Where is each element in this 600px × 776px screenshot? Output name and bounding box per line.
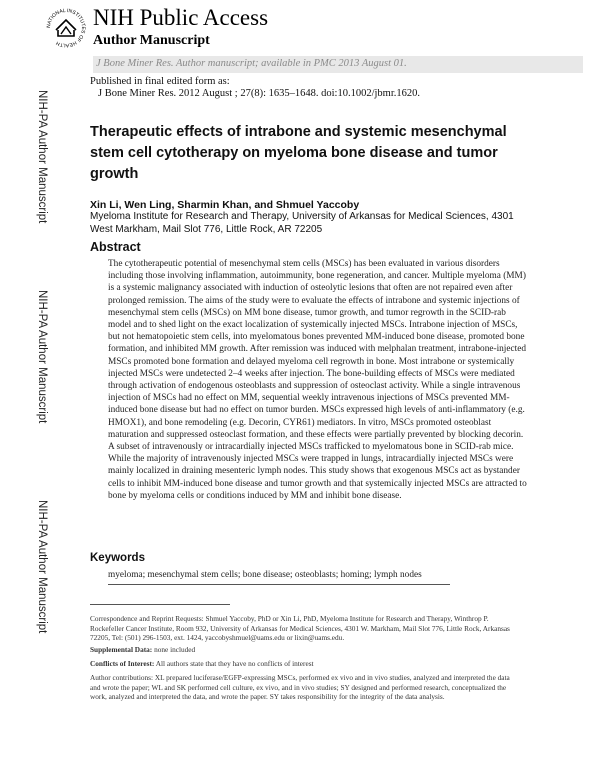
conflicts-value: All authors state that they have no conflicts of interest	[155, 659, 314, 668]
keywords-text: myeloma; mesenchymal stem cells; bone disease; osteoblasts; homing; lymph nodes	[108, 570, 422, 580]
contributions-note: Author contributions: XL prepared luciferase/EGFP-expressing MSCs, performed ex vivo and in vivo studies, analyzed and interpreted the data and wrote the paper; WL and SK performed cell culture, ex vivo, and in vivo studies; SY designed and performed research, conceptualized the work, analyzed and interpreted the data, and wrote the paper. SY takes responsibility for the integrity of the data analysis.	[90, 673, 510, 702]
supplemental-value: none included	[154, 645, 196, 654]
side-label: NIH-PA Author Manuscript	[36, 90, 48, 224]
header-subtitle: Author Manuscript	[93, 33, 210, 48]
article-title: Therapeutic effects of intrabone and systemic mesenchymal stem cell cytotherapy on myeloma bone disease and tumor growth	[90, 124, 507, 182]
conflicts-label: Conflicts of Interest:	[90, 659, 155, 668]
correspondence-note: Correspondence and Reprint Requests: Shmuel Yaccoby, PhD or Xin Li, PhD, Myeloma Institute for Research and Therapy, Winthrop P. Rockefeller Cancer Institute, Room 932, University of Arkansas for Medical Sciences, 4301 W. Markham, Mail Slot 776, Little Rock, Arkansas 72205, Tel: (501) 296-1503, ext. 1424, yaccobyshmuel@uams.edu or lixin@uams.edu.	[90, 614, 510, 643]
header	[93, 6, 268, 49]
keywords-heading: Keywords	[90, 552, 145, 564]
svg-text:NATIONAL INSTITUTES OF HEALTH: NATIONAL INSTITUTES OF HEALTH	[45, 7, 87, 49]
supplemental-label: Supplemental Data:	[90, 645, 153, 654]
side-margin	[0, 0, 70, 776]
abstract-text: The cytotherapeutic potential of mesenchymal stem cells (MSCs) has been evaluated in various disorders including those involving inflammation, autoimmunity, bone regeneration, and cancer. Multiple myeloma (MM) is a systemic malignancy associated with induction of osteolytic lesions that often are not repaired even after prolonged remission. The aims of the study were to evaluate the effects of intrabone and systemic injections of mesenchymal stem cells (MSCs) on MM bone disease, tumor growth, and tumor regrowth in the SCID-rab model and to shed light on the exact localization of systemically injected MSCs. Intrabone injection of MSCs, but not hematopoietic stem cells, into myelomatous bones prevented MM-induced bone disease, promoted bone formation, and inhibited MM growth. After remission was induced with melphalan treatment, intrabone-injected MSCs promoted bone formation and delayed myeloma cell regrowth in bone. Most intrabone or systemically injected MSCs were undetected 2–4 weeks after injection. The bone-building effects of MSCs were mediated through activation of endogenous osteoblasts and suppression of osteoclast activity. While a single intravenous injection of MSCs had no effect on MM, sequential weekly intravenous injections of MSCs prevented MM-induced bone disease but had no effect on tumor burden. MSCs expressed high levels of anti-inflammatory (e.g. HMOX1), and bone remodeling (e.g. Decorin, CYR61) mediators. In vitro, MSCs promoted osteoblast maturation and suppressed osteoclast formation, and these effects were partially prevented by blocking decorin. A subset of intravenously or intracardially injected MSCs trafficked to myelomatous bone in SCID-rab mice. While the majority of intravenously injected MSCs were trapped in lungs, intracardially injected MSCs were mainly localized in draining mesenteric lymph nodes. This study shows that exogenous MSCs act as bystander cells to inhibit MM-induced bone disease and tumor growth and that systemically injected MSCs are attracted to bone by myeloma cells or conditions induced by MM and inhibit bone disease.	[108, 259, 527, 501]
nih-seal-logo-icon	[44, 6, 88, 50]
supplemental-note	[90, 645, 520, 655]
footnote-divider	[90, 604, 230, 605]
conflicts-note	[90, 659, 520, 669]
divider	[108, 584, 450, 585]
abstract-heading: Abstract	[90, 240, 141, 254]
affiliation: Myeloma Institute for Research and Therapy, University of Arkansas for Medical Sciences, 4301 West Markham, Mail Slot 776, Little Rock, AR 72205	[90, 211, 514, 235]
authors: Xin Li, Wen Ling, Sharmin Khan, and Shmuel Yaccoby	[90, 199, 360, 211]
header-title: NIH Public Access	[93, 5, 269, 30]
citation: J Bone Miner Res. 2012 August ; 27(8): 1635–1648. doi:10.1002/jbmr.1620.	[98, 88, 420, 99]
header-note: J Bone Miner Res. Author manuscript; available in PMC 2013 August 01.	[96, 58, 407, 69]
published-label: Published in final edited form as:	[90, 76, 230, 87]
side-label: NIH-PA Author Manuscript	[36, 500, 48, 634]
side-label: NIH-PA Author Manuscript	[36, 290, 48, 424]
